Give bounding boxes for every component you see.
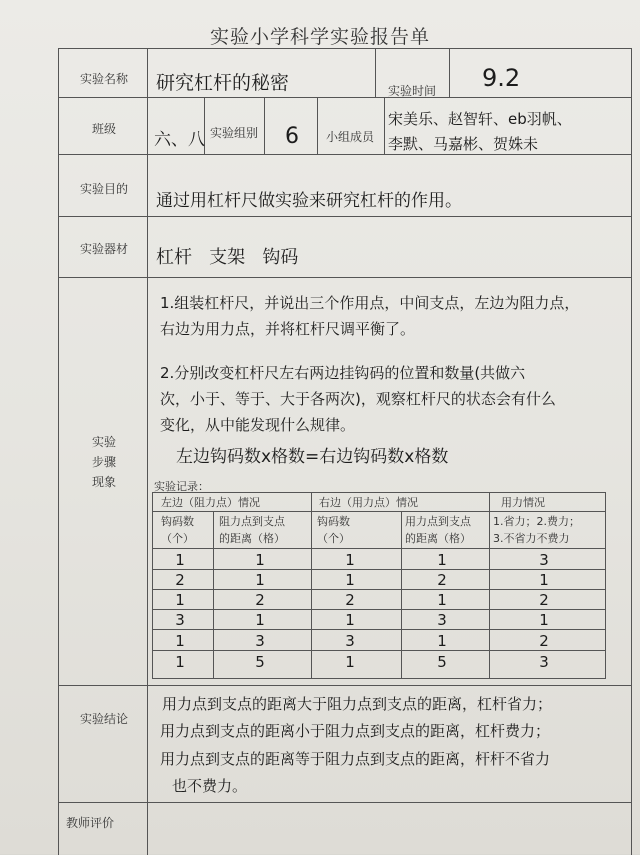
label-class: 班级: [91, 122, 116, 136]
label-members: 小组成员: [325, 130, 374, 144]
step-1-line-1: 1.组装杠杆尺，并说出三个作用点，中间支点，左边为阻力点，: [160, 294, 580, 312]
record-cell: 1: [539, 611, 549, 629]
conclusion-line-3: 用力点到支点的距离等于阻力点到支点的距离，杆杆不省力: [160, 750, 551, 768]
record-cell: 1: [175, 591, 185, 609]
row-divider: [59, 685, 631, 686]
members-line-2: 李默、马嘉彬、贺姝未: [388, 135, 539, 153]
group-value: 6: [285, 124, 299, 149]
step-2-line-3: 变化，从中能发现什么规律。: [160, 416, 356, 434]
record-col-divider: [213, 511, 214, 678]
label-steps: 实验 步骤 现象: [91, 435, 116, 489]
record-table: [152, 492, 606, 679]
record-cell: 1: [175, 632, 185, 650]
record-cell: 1: [539, 571, 549, 589]
conclusion-line-1: 用力点到支点的距离大于阻力点到支点的距离，杠杆省力；: [162, 695, 553, 713]
record-cell: 5: [255, 653, 265, 671]
row-divider: [59, 802, 631, 803]
record-row-divider: [153, 650, 605, 651]
record-row-divider: [153, 609, 605, 610]
label-experiment-time: 实验时间: [387, 84, 436, 98]
record-cell: 2: [175, 571, 185, 589]
record-row-divider: [153, 569, 605, 570]
conclusion-line-4: 也不费力。: [172, 777, 248, 795]
label-teacher-evaluation: 教师评价: [65, 816, 114, 830]
record-cell: 1: [255, 571, 265, 589]
label-experiment-name: 实验名称: [79, 72, 128, 86]
step-1-line-2: 右边为用力点，并将杠杆尺调平衡了。: [160, 320, 416, 338]
record-group-right: 右边（用力点）情况: [319, 496, 418, 509]
record-cell: 1: [345, 653, 355, 671]
record-cell: 3: [175, 611, 185, 629]
label-materials: 实验器材: [79, 242, 128, 256]
record-row-divider: [153, 589, 605, 590]
cell-divider: [317, 97, 318, 154]
record-col-4-header: 用力点到支点 的距离（格）: [405, 515, 471, 545]
cell-divider: [264, 97, 265, 154]
materials-value: 杠杆 支架 钩码: [156, 247, 299, 268]
record-cell: 2: [539, 632, 549, 650]
record-cell: 1: [437, 632, 447, 650]
formula: 左边钩码数x格数=右边钩码数x格数: [176, 447, 449, 467]
record-cell: 1: [345, 611, 355, 629]
record-group-left: 左边（阻力点）情况: [161, 496, 260, 509]
step-2-line-1: 2.分别改变杠杆尺左右两边挂钩码的位置和数量(共做六: [160, 364, 526, 382]
record-cell: 1: [437, 591, 447, 609]
record-cell: 1: [175, 551, 185, 569]
step-2-line-2: 次，小于、等于、大于各两次)，观察杠杆尺的状态会有什么: [160, 390, 556, 408]
record-row-divider: [153, 548, 605, 549]
record-cell: 1: [255, 551, 265, 569]
class-value: 六、八: [154, 130, 205, 150]
record-col-divider: [489, 493, 490, 678]
row-divider: [59, 97, 631, 98]
page-title: 实验小学科学实验报告单: [209, 26, 430, 48]
record-cell: 3: [539, 653, 549, 671]
label-group: 实验组别: [209, 126, 258, 140]
row-divider: [59, 277, 631, 278]
record-cell: 1: [175, 653, 185, 671]
record-cell: 1: [255, 611, 265, 629]
record-col-3-header: 钩码数 （个）: [317, 515, 350, 545]
record-col-divider: [311, 493, 312, 678]
row-divider: [59, 154, 631, 155]
record-cell: 2: [345, 591, 355, 609]
record-cell: 2: [255, 591, 265, 609]
record-col-divider: [401, 511, 402, 678]
purpose-value: 通过用杠杆尺做实验来研究杠杆的作用。: [156, 191, 462, 211]
record-cell: 3: [437, 611, 447, 629]
record-cell: 2: [437, 571, 447, 589]
experiment-name-value: 研究杠杆的秘密: [156, 72, 290, 94]
record-caption: 实验记录：: [154, 480, 209, 493]
label-purpose: 实验目的: [79, 182, 128, 196]
record-cell: 3: [539, 551, 549, 569]
record-group-effort: 用力情况: [501, 496, 545, 509]
record-col-2-header: 阻力点到支点 的距离（格）: [219, 515, 285, 545]
record-cell: 3: [255, 632, 265, 650]
experiment-time-value: 9.2: [482, 64, 521, 92]
record-cell: 3: [345, 632, 355, 650]
record-cell: 1: [345, 571, 355, 589]
record-cell: 1: [437, 551, 447, 569]
record-cell: 5: [437, 653, 447, 671]
label-conclusion: 实验结论: [79, 712, 128, 726]
cell-divider: [449, 49, 450, 97]
record-row-divider: [153, 629, 605, 630]
record-row-divider: [153, 511, 605, 512]
record-cell: 2: [539, 591, 549, 609]
record-col-1-header: 钩码数 （个）: [161, 515, 194, 545]
conclusion-line-2: 用力点到支点的距离小于阻力点到支点的距离，杠杆费力；: [160, 722, 551, 740]
members-line-1: 宋美乐、赵智轩、eb羽帆、: [388, 110, 572, 128]
record-col-5-header: 1.省力；2.费力； 3.不省力不费力: [493, 515, 580, 545]
cell-divider: [384, 97, 385, 154]
record-cell: 1: [345, 551, 355, 569]
row-divider: [59, 216, 631, 217]
